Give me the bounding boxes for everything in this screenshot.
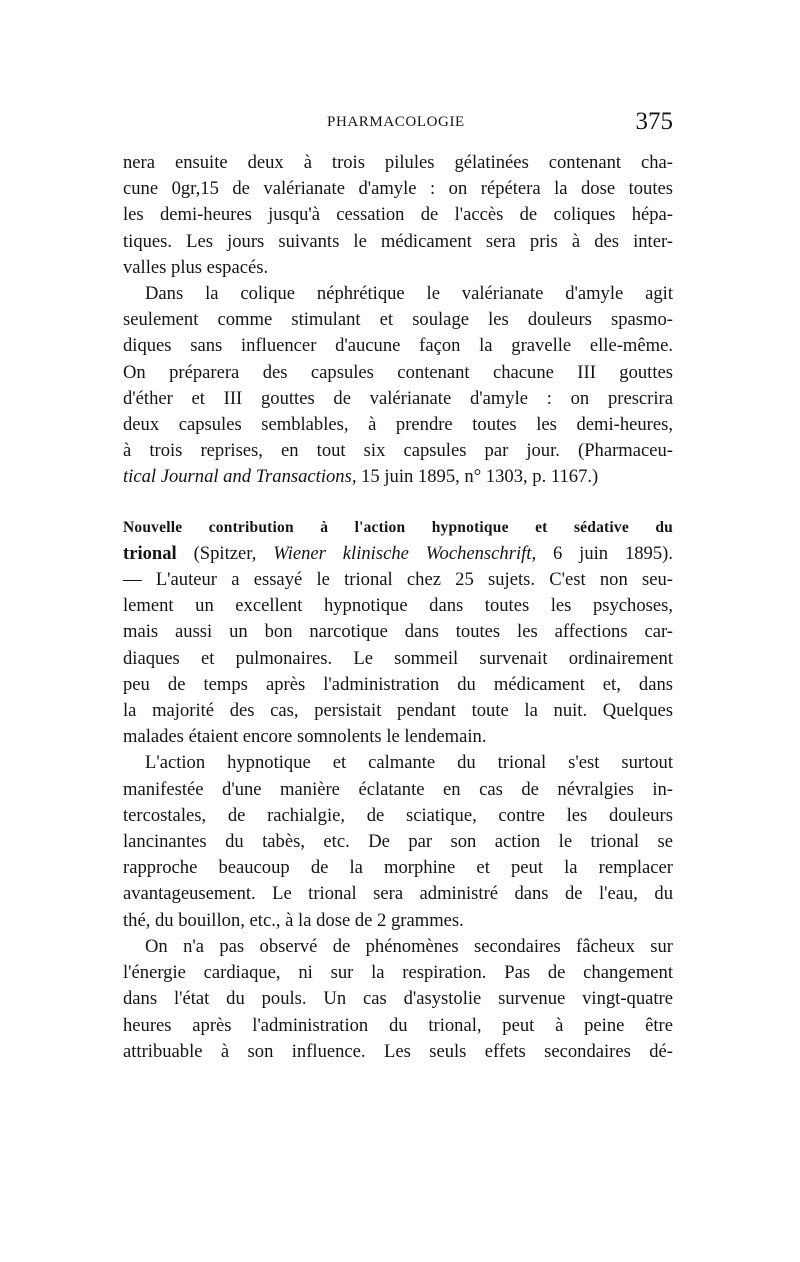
text-line: On n'a pas observé de phénomènes secondaires fâcheux sur xyxy=(145,935,673,957)
text-line: tercostales, de rachialgie, de sciatique, contre les douleurs xyxy=(123,804,673,826)
text-line: manifestée d'une manière éclatante en cas de névralgies in- xyxy=(123,778,673,800)
text-line: attribuable à son influence. Les seuls effets secondaires dé- xyxy=(123,1040,673,1062)
text-line: les demi-heures jusqu'à cessation de l'accès de coliques hépa- xyxy=(123,204,673,226)
paragraph-4 xyxy=(123,750,673,933)
text-line: dans l'état du pouls. Un cas d'asystolie survenue vingt-quatre xyxy=(123,988,673,1010)
text-line: rapproche beaucoup de la morphine et peut la remplacer xyxy=(123,857,673,879)
text-line: avantageusement. Le trional sera administré dans de l'eau, du xyxy=(123,883,673,905)
text-line: L'action hypnotique et calmante du trional s'est surtout xyxy=(145,752,673,774)
body-text xyxy=(123,150,673,1065)
text-line: seulement comme stimulant et soulage les douleurs spasmo- xyxy=(123,309,673,331)
text-line: heures après l'administration du trional, peut à peine être xyxy=(123,1014,673,1036)
text-line: l'énergie cardiaque, ni sur la respiration. Pas de changement xyxy=(123,962,673,984)
text-line: thé, du bouillon, etc., à la dose de 2 grammes. xyxy=(123,909,464,931)
text-line: lancinantes du tabès, etc. De par son action le trional se xyxy=(123,831,673,853)
text-line: On préparera des capsules contenant chacune III gouttes xyxy=(123,361,673,383)
text-line: d'éther et III gouttes de valérianate d'amyle : on prescrira xyxy=(123,387,673,409)
paragraph-2 xyxy=(123,281,673,491)
text-line: à trois reprises, en tout six capsules par jour. (Pharmaceu- xyxy=(123,440,673,462)
section-heading: Nouvelle contribution à l'action hypnotique et sédative du xyxy=(123,518,673,536)
journal-title: Wiener klinische Wochenschrift, xyxy=(273,542,537,564)
paragraph-1 xyxy=(123,150,673,281)
text-line: trional (Spitzer, Wiener klinische Wochenschrift, 6 juin 1895). xyxy=(123,542,673,564)
text-line: nera ensuite deux à trois pilules gélatinées contenant cha- xyxy=(123,152,673,173)
running-header xyxy=(123,108,673,138)
journal-title: tical Journal and Transactions, xyxy=(123,466,357,488)
heading-keyword: trional xyxy=(123,542,177,564)
text-line: diaques et pulmonaires. Le sommeil survenait ordinairement xyxy=(123,647,673,669)
paragraph-5 xyxy=(123,934,673,1065)
text-line: lement un excellent hypnotique dans toutes les psychoses, xyxy=(123,595,673,617)
text-line: valles plus espacés. xyxy=(123,256,269,278)
text-line: diques sans influencer d'aucune façon la gravelle elle-même. xyxy=(123,335,673,357)
text-line xyxy=(123,464,673,490)
text-line: tiques. Les jours suivants le médicament sera pris à des inter- xyxy=(123,230,673,252)
text-line: deux capsules semblables, à prendre toutes les demi-heures, xyxy=(123,414,673,436)
running-title: PHARMACOLOGIE xyxy=(327,114,465,130)
text-line: cune 0gr,15 de valérianate d'amyle : on répétera la dose toutes xyxy=(123,178,673,200)
text-line: mais aussi un bon narcotique dans toutes les affections car- xyxy=(123,621,673,643)
text-line: Dans la colique néphrétique le valérianate d'amyle agit xyxy=(145,283,673,305)
section-gap xyxy=(123,491,673,515)
text-line: peu de temps après l'administration du médicament et, dans xyxy=(123,673,673,695)
text-line: malades étaient encore somnolents le lendemain. xyxy=(123,726,487,748)
section-article xyxy=(123,515,673,751)
text-line: la majorité des cas, persistait pendant toute la nuit. Quelques xyxy=(123,700,673,722)
citation-detail: 15 juin 1895, n° 1303, p. 1167.) xyxy=(356,466,599,488)
page-number: 375 xyxy=(635,108,673,135)
text-line: — L'auteur a essayé le trional chez 25 sujets. C'est non seu- xyxy=(123,569,673,591)
